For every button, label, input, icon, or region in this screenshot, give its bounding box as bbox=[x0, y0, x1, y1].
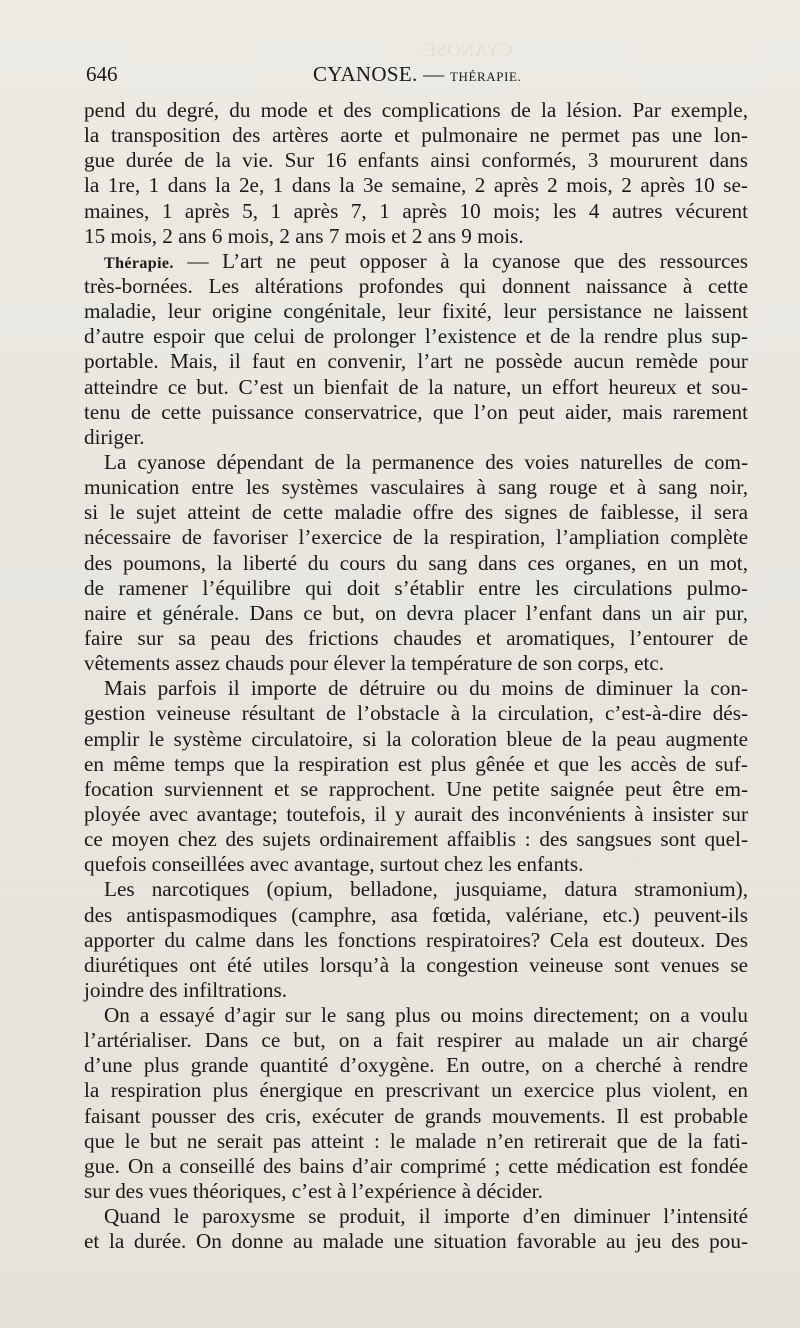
text-line: l’artérialiser. Dans ce but, on a fait respirer au malade un air chargé bbox=[84, 1028, 748, 1053]
text-line: tenu de cette puissance conservatrice, que l’on peut aider, mais rarement bbox=[84, 399, 748, 424]
text-line: — L’art ne peut opposer à la cyanose que des ressources bbox=[173, 248, 748, 273]
text-line: naire et générale. Dans ce but, on devra placer l’enfant dans un air pur, bbox=[84, 600, 748, 625]
text-line: la respiration plus énergique en prescrivant un exercice plus violent, en bbox=[84, 1078, 748, 1103]
text-line: faire sur sa peau des frictions chaudes et aromatiques, l’entourer de bbox=[84, 625, 748, 650]
text-line: 15 mois, 2 ans 6 mois, 2 ans 7 mois et 2 ans 9 mois. bbox=[84, 223, 524, 248]
show-through-text: CYANOSE. bbox=[420, 40, 513, 61]
text-line: de ramener l’équilibre qui doit s’établir entre les circulations pulmo- bbox=[84, 575, 748, 600]
text-line: Quand le paroxysme se produit, il importe d’en diminuer l’intensité bbox=[104, 1204, 748, 1229]
text-line: diriger. bbox=[84, 424, 145, 449]
text-line: portable. Mais, il faut en convenir, l’art ne possède aucun remède pour bbox=[84, 349, 748, 374]
text-line: apporter du calme dans les fonctions respiratoires? Cela est douteux. Des bbox=[84, 927, 748, 952]
text-line: focation surviennent et se rapprochent. Une petite saignée peut être em- bbox=[84, 776, 748, 801]
text-line: maines, 1 après 5, 1 après 7, 1 après 10 mois; les 4 autres vécurent bbox=[84, 198, 748, 223]
section-heading-line bbox=[84, 249, 748, 274]
body-text bbox=[84, 98, 748, 1254]
page-number: 646 bbox=[86, 62, 118, 86]
running-head-dash: — bbox=[423, 62, 445, 86]
text-line: atteindre ce but. C’est un bienfait de la nature, un effort heureux et sou- bbox=[84, 374, 748, 399]
running-header bbox=[86, 62, 748, 92]
text-line: quefois conseillées avec avantage, surtout chez les enfants. bbox=[84, 852, 584, 877]
text-line: et la durée. On donne au malade une situation favorable au jeu des pou- bbox=[84, 1229, 748, 1254]
section-heading: Thérapie. bbox=[104, 254, 174, 272]
text-line: joindre des infiltrations. bbox=[84, 977, 288, 1002]
running-head-subtitle: THÉRAPIE. bbox=[449, 69, 522, 84]
text-line: d’une plus grande quantité d’oxygène. En outre, on a cherché à rendre bbox=[84, 1053, 748, 1078]
text-line: diurétiques ont été utiles lorsqu’à la congestion veineuse sont venues se bbox=[84, 952, 748, 977]
text-line: Mais parfois il importe de détruire ou du moins de diminuer la con- bbox=[104, 676, 748, 701]
text-line: très-bornées. Les altérations profondes qui donnent naissance à cette bbox=[84, 273, 748, 298]
text-line: gue durée de la vie. Sur 16 enfants ainsi conformés, 3 moururent dans bbox=[84, 148, 748, 173]
text-line: La cyanose dépendant de la permanence des voies naturelles de com- bbox=[104, 449, 748, 474]
text-line: des poumons, la liberté du cours du sang dans ces organes, en un mot, bbox=[84, 550, 748, 575]
text-line: maladie, leur origine congénitale, leur fixité, leur persistance ne laissent bbox=[84, 299, 748, 324]
text-line: ployée avec avantage; toutefois, il y aurait des inconvénients à insister sur bbox=[84, 801, 748, 826]
text-line: emplir le système circulatoire, si la coloration bleue de la peau augmente bbox=[84, 726, 748, 751]
text-line: gue. On a conseillé des bains d’air comprimé ; cette médication est fondée bbox=[84, 1153, 748, 1178]
text-line: vêtements assez chauds pour élever la température de son corps, etc. bbox=[84, 651, 665, 676]
text-line: si le sujet atteint de cette maladie offre des signes de faiblesse, il sera bbox=[84, 500, 748, 525]
text-line: munication entre les systèmes vasculaires à sang rouge et à sang noir, bbox=[84, 475, 748, 500]
text-line: faisant pousser des cris, exécuter de grands mouvements. Il est probable bbox=[84, 1103, 748, 1128]
text-line: gestion veineuse résultant de l’obstacle à la circulation, c’est-à-dire dés- bbox=[84, 701, 748, 726]
text-line: pend du degré, du mode et des complications de la lésion. Par exemple, bbox=[84, 98, 748, 122]
text-line: la transposition des artères aorte et pulmonaire ne permet pas une lon- bbox=[84, 123, 748, 148]
text-line: On a essayé d’agir sur le sang plus ou moins directement; on a voulu bbox=[104, 1003, 748, 1028]
text-line: des antispasmodiques (camphre, asa fœtida, valériane, etc.) peuvent-ils bbox=[84, 902, 748, 927]
running-head bbox=[313, 62, 521, 87]
text-line: d’autre espoir que celui de prolonger l’existence et de la rendre plus sup- bbox=[84, 324, 748, 349]
text-line: Les narcotiques (opium, belladone, jusquiame, datura stramonium), bbox=[104, 877, 748, 902]
text-line: que le but ne serait pas atteint : le malade n’en retirerait que de la fati- bbox=[84, 1128, 748, 1153]
text-line: en même temps que la respiration est plus gênée et que les accès de suf- bbox=[84, 751, 748, 776]
text-line: nécessaire de favoriser l’exercice de la respiration, l’ampliation complète bbox=[84, 525, 748, 550]
text-line: la 1re, 1 dans la 2e, 1 dans la 3e semaine, 2 après 2 mois, 2 après 10 se- bbox=[84, 173, 748, 198]
text-line: sur des vues théoriques, c’est à l’expérience à décider. bbox=[84, 1179, 543, 1204]
running-head-title: CYANOSE. bbox=[313, 62, 418, 86]
text-line: ce moyen chez des sujets ordinairement affaiblis : des sangsues sont quel- bbox=[84, 827, 748, 852]
